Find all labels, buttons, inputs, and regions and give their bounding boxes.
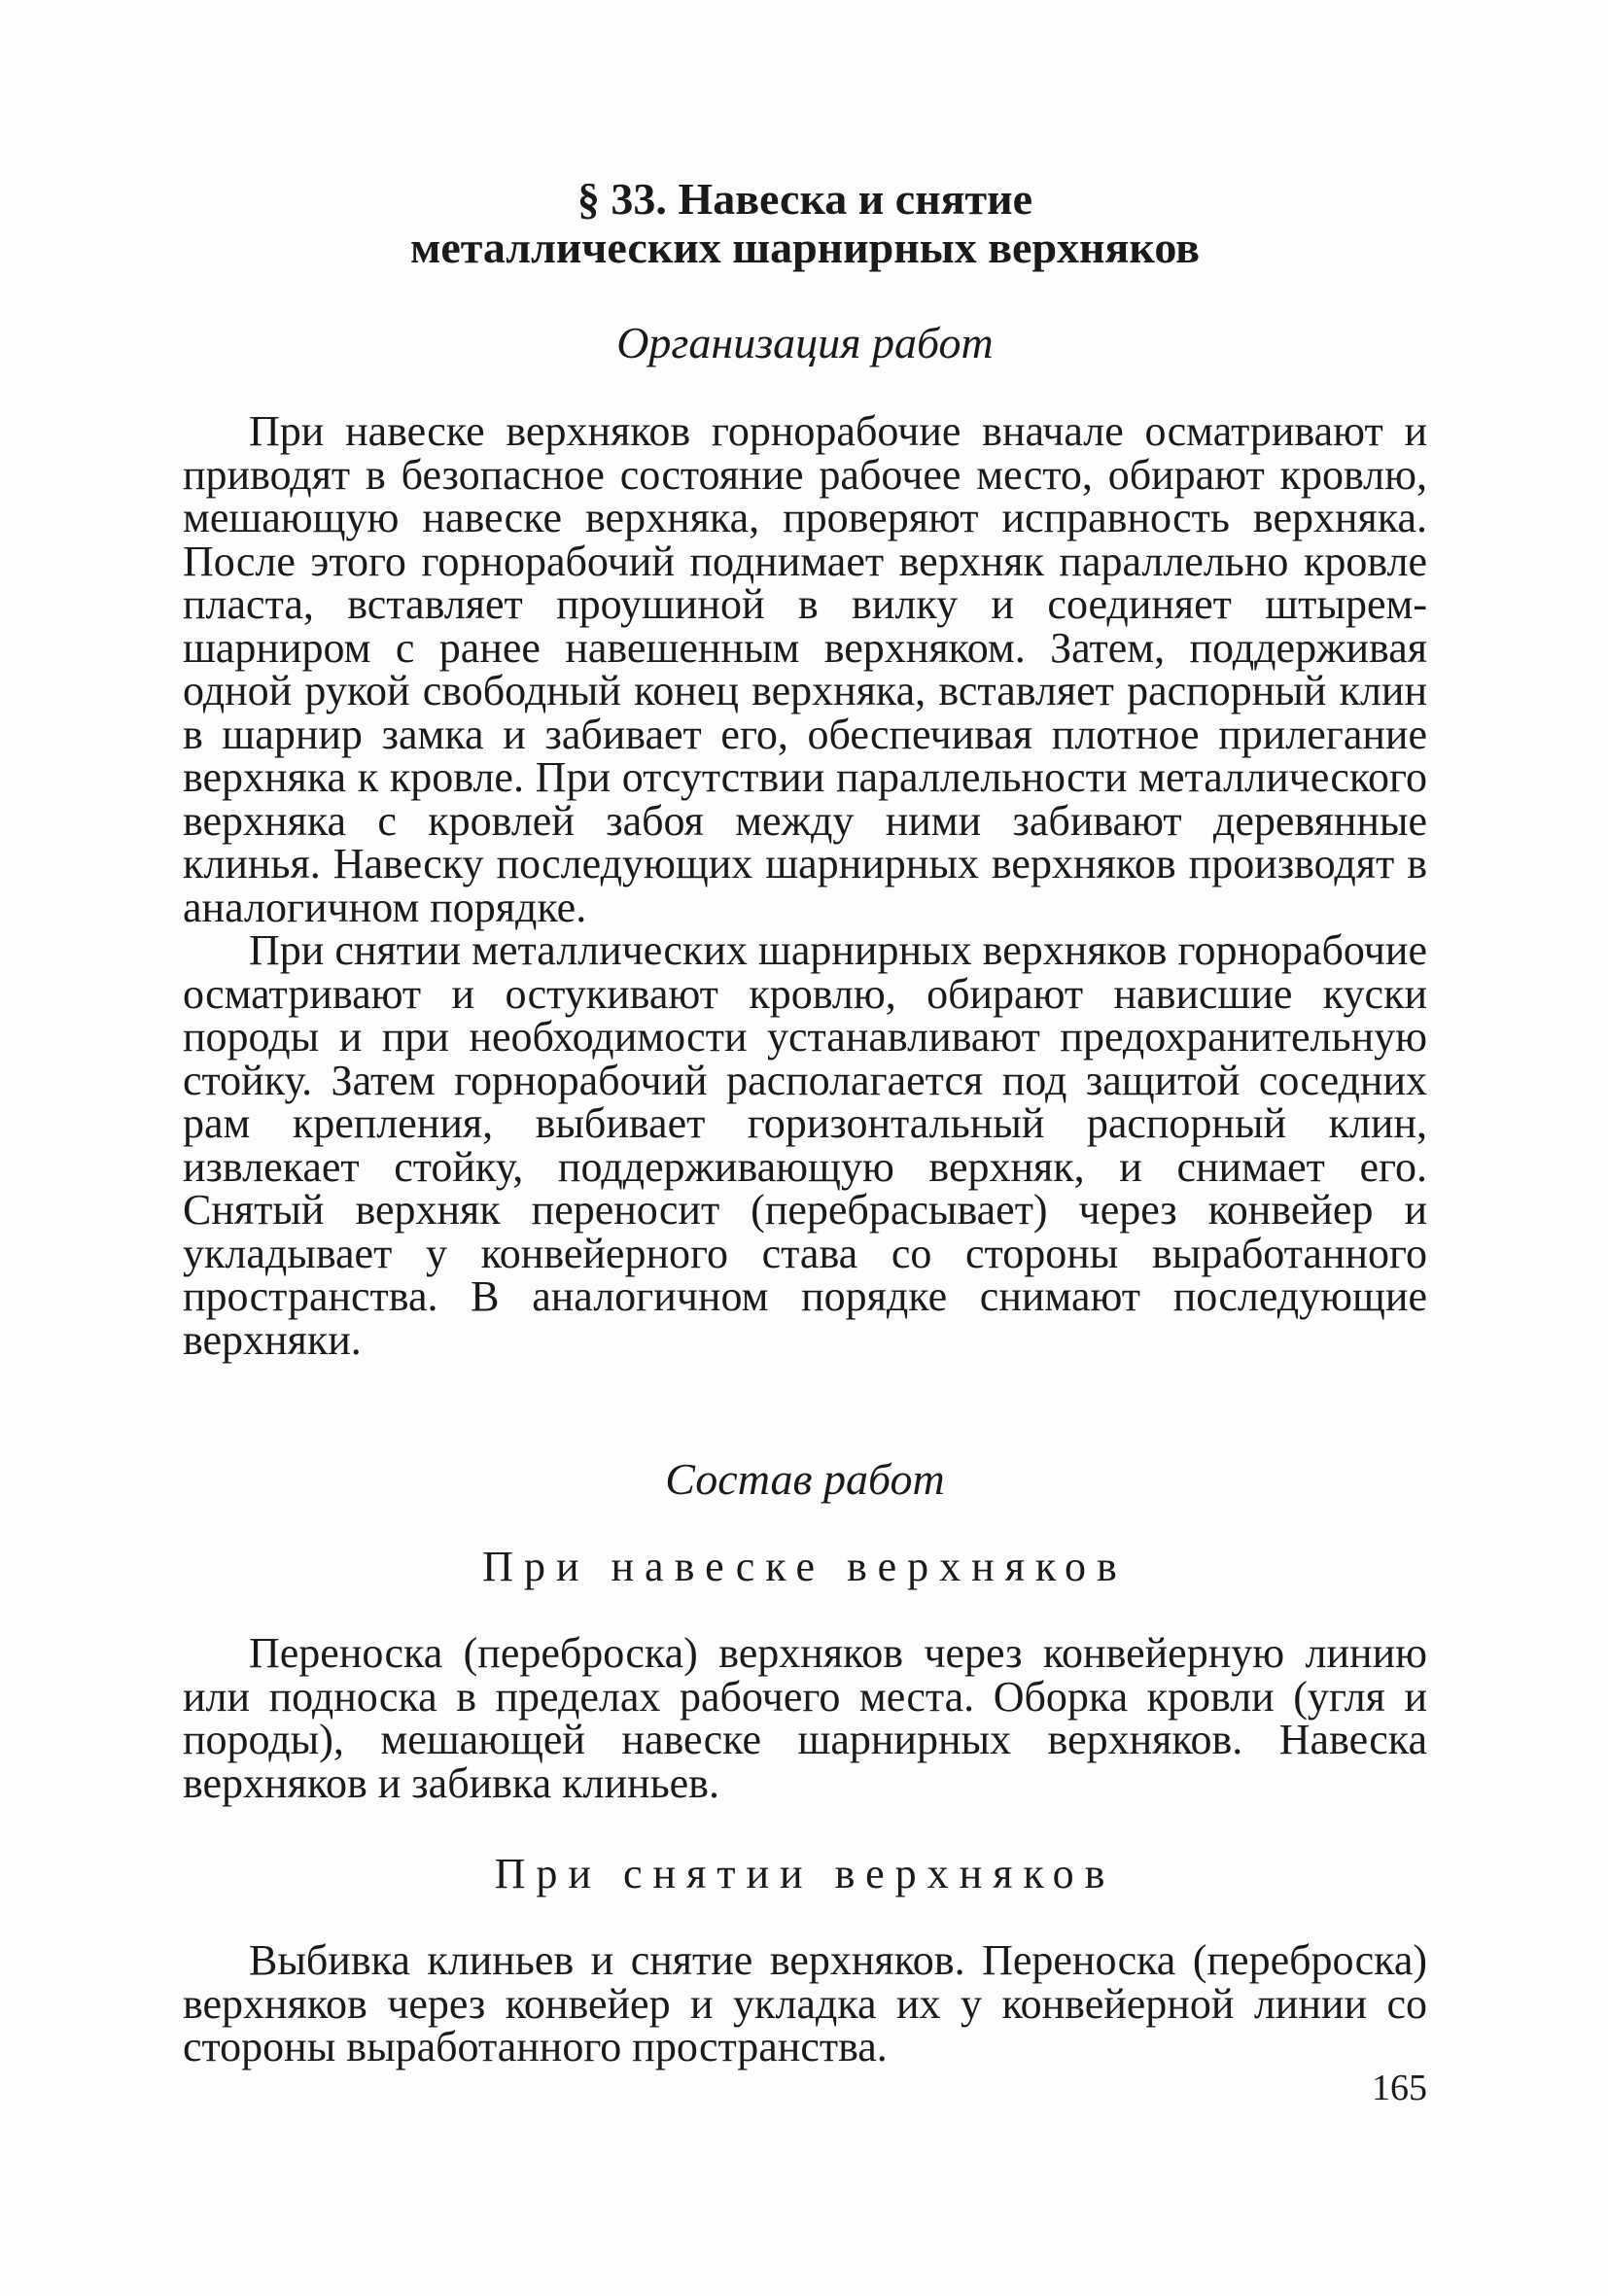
paragraph-removal-works: Выбивка клиньев и снятие верхняков. Переноска (переброска) верхняков через конвейер и укладка их у конвейерной линии со стороны выработанного пространства. [183,1936,1427,2070]
subheading-composition: Состав работ [665,1454,945,1504]
heading-line-2: металлических шарнирных верхняков [409,223,1201,272]
paragraph-installation-works: Переноска (переброска) верхняков через конвейерную линию или подноска в пределах рабочего места. Оборка кровли (угля и породы), мешающей навеске шарнирных верхняков. Навеска верхняков и забивка клиньев. [183,1629,1427,1807]
page-number: 165 [1372,2068,1427,2108]
subheading-installation-works: При навеске верхняков [482,1543,1128,1590]
subheading-organization: Организация работ [616,318,994,367]
subheading-removal-works: При снятии верхняков [494,1850,1116,1897]
paragraph-removal: При снятии металлических шарнирных верхняков горнорабочие осматривают и остукивают кровлю, обирают нависшие куски породы и при необходимости устанавливают предохранительную стойку. Затем горнорабочий располагается под защитой соседних рам крепления, выбивает горизонтальный распорный клин, извлекает стойку, поддерживающую верхняк, и снимает его. Снятый верхняк переносит (перебрасывает) через конвейер и укладывает у конвейерного става со стороны выработанного пространства. В аналогичном порядке снимают последующие верхняки. [183,926,1427,1364]
paragraph-installation: При навеске верхняков горнорабочие вначале осматривают и приводят в безопасное состояние рабочее место, обирают кровлю, мешающую навеске верхняка, проверяют исправность верхняка. После этого горнорабочий поднимает верхняк параллельно кровле пласта, вставляет проушиной в вилку и соединяет штырем-шарниром с ранее навешенным верхняком. Затем, поддерживая одной рукой свободный конец верхняка, вставляет распорный клин в шарнир замка и забивает его, обеспечивая плотное прилегание верхняка к кровле. При отсутствии параллельности металлического верхняка с кровлей забоя между ними забивают деревянные клинья. Навеску последующих шарнирных верхняков производят в аналогичном порядке. [183,407,1427,931]
heading-line-1: § 33. Навеска и снятие [577,174,1033,224]
section-heading [183,175,1427,272]
page-content [183,175,1427,2070]
